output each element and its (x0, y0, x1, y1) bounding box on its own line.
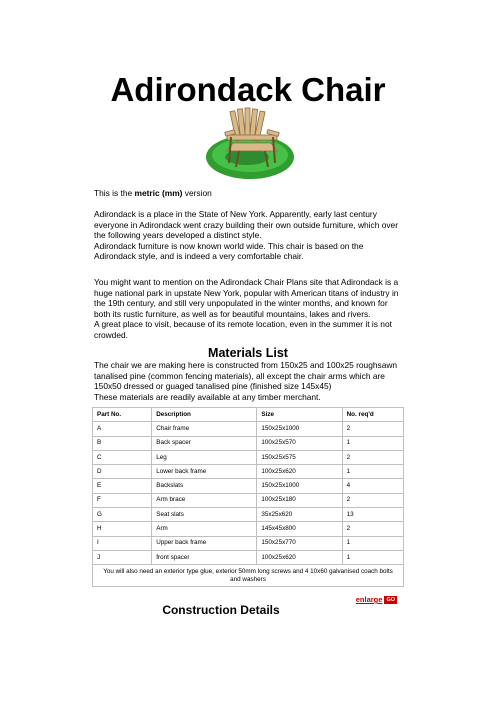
header-part-no: Part No. (93, 408, 152, 422)
cell-part: A (93, 422, 152, 436)
table-row (93, 508, 404, 522)
cell-size: 100x25x570 (257, 436, 342, 450)
cell-qty: 2 (342, 493, 403, 507)
cell-size: 35x25x620 (257, 508, 342, 522)
cell-part: B (93, 436, 152, 450)
cell-description: Chair frame (152, 422, 257, 436)
cell-part: G (93, 508, 152, 522)
cell-size: 150x25x770 (257, 536, 342, 550)
cell-size: 100x25x620 (257, 550, 342, 564)
cell-description: Arm (152, 522, 257, 536)
park-text: You might want to mention on the Adirondack Chair Plans site that Adirondack is a huge national park in upstate New York, popular with American titans of industry in the 19th century, and still very unpopulated in the winter months, and known for both its rustic furniture, as well as for beautiful mountains, lakes and rivers. (94, 277, 399, 319)
page-title: Adirondack Chair (110, 71, 386, 108)
table-row (93, 479, 404, 493)
cell-description: Backslats (152, 479, 257, 493)
cell-size: 100x25x180 (257, 493, 342, 507)
table-row (93, 522, 404, 536)
cell-qty: 2 (342, 422, 403, 436)
table-header-row (93, 408, 404, 422)
table-row (93, 536, 404, 550)
park-paragraph (94, 277, 406, 341)
cell-part: E (93, 479, 152, 493)
cell-qty: 2 (342, 450, 403, 464)
metric-prefix: This is the (94, 188, 135, 198)
construction-heading: Construction Details (162, 603, 280, 617)
cell-description: Leg (152, 450, 257, 464)
cell-qty: 13 (342, 508, 403, 522)
cell-size: 150x25x1000 (257, 422, 342, 436)
cell-part: J (93, 550, 152, 564)
metric-suffix: version (182, 188, 212, 198)
header-description: Description (152, 408, 257, 422)
header-size: Size (257, 408, 342, 422)
table-row (93, 465, 404, 479)
cell-description: front spacer (152, 550, 257, 564)
cell-size: 150x25x575 (257, 450, 342, 464)
cell-description: Upper back frame (152, 536, 257, 550)
table-row (93, 550, 404, 564)
cell-size: 145x45x800 (257, 522, 342, 536)
enlarge-label[interactable]: enlarge (355, 595, 383, 604)
cell-qty: 1 (342, 536, 403, 550)
cell-qty: 1 (342, 436, 403, 450)
intro-paragraph (94, 209, 406, 262)
cell-description: Arm brace (152, 493, 257, 507)
cell-size: 100x25x620 (257, 465, 342, 479)
cell-part: C (93, 450, 152, 464)
cell-description: Seat slats (152, 508, 257, 522)
intro-line: Adirondack is a place in the State of New York. Apparently, early last century everyone in Adirondack went crazy building their own outside furniture, which over the following years developed a distinct style. (94, 209, 398, 241)
cell-qty: 1 (342, 465, 403, 479)
cell-qty: 4 (342, 479, 403, 493)
materials-desc-line: These materials are readily available at any timber merchant. (94, 391, 321, 402)
materials-description (94, 360, 406, 402)
materials-heading: Materials List (208, 346, 288, 360)
cell-description: Lower back frame (152, 465, 257, 479)
cell-part: I (93, 536, 152, 550)
intro-line: Adirondack furniture is now known world wide. This chair is based on the Adirondack style, and is indeed a very comfortable chair. (94, 240, 364, 262)
metric-bold: metric (mm) (134, 188, 183, 198)
materials-desc-line: The chair we are making here is constructed from 150x25 and 100x25 roughsawn tanalised pine (common fencing materials), all except the chair arms which are 150x50 dressed or guaged tanalised pine (finished size 145x45) (94, 360, 398, 392)
cell-part: D (93, 465, 152, 479)
header-quantity: No. req'd (342, 408, 403, 422)
cell-qty: 1 (342, 550, 403, 564)
table-row (93, 450, 404, 464)
cell-part: F (93, 493, 152, 507)
park-text-2: A great place to visit, because of its remote location, even in the summer it is not crowded. (94, 319, 392, 340)
table-row (93, 436, 404, 450)
cell-size: 150x25x1000 (257, 479, 342, 493)
materials-table (92, 407, 404, 587)
table-note-row (93, 565, 404, 587)
materials-note: You will also need an exterior type glue, exterior 50mm long screws and 4 10x60 galvanised coach bolts and washers (93, 565, 404, 587)
adirondack-chair-image (203, 107, 297, 181)
table-row (93, 493, 404, 507)
cell-description: Back spacer (152, 436, 257, 450)
cell-part: H (93, 522, 152, 536)
metric-note (94, 188, 406, 199)
table-row (93, 422, 404, 436)
go-icon[interactable]: GO (386, 596, 395, 603)
cell-qty: 2 (342, 522, 403, 536)
